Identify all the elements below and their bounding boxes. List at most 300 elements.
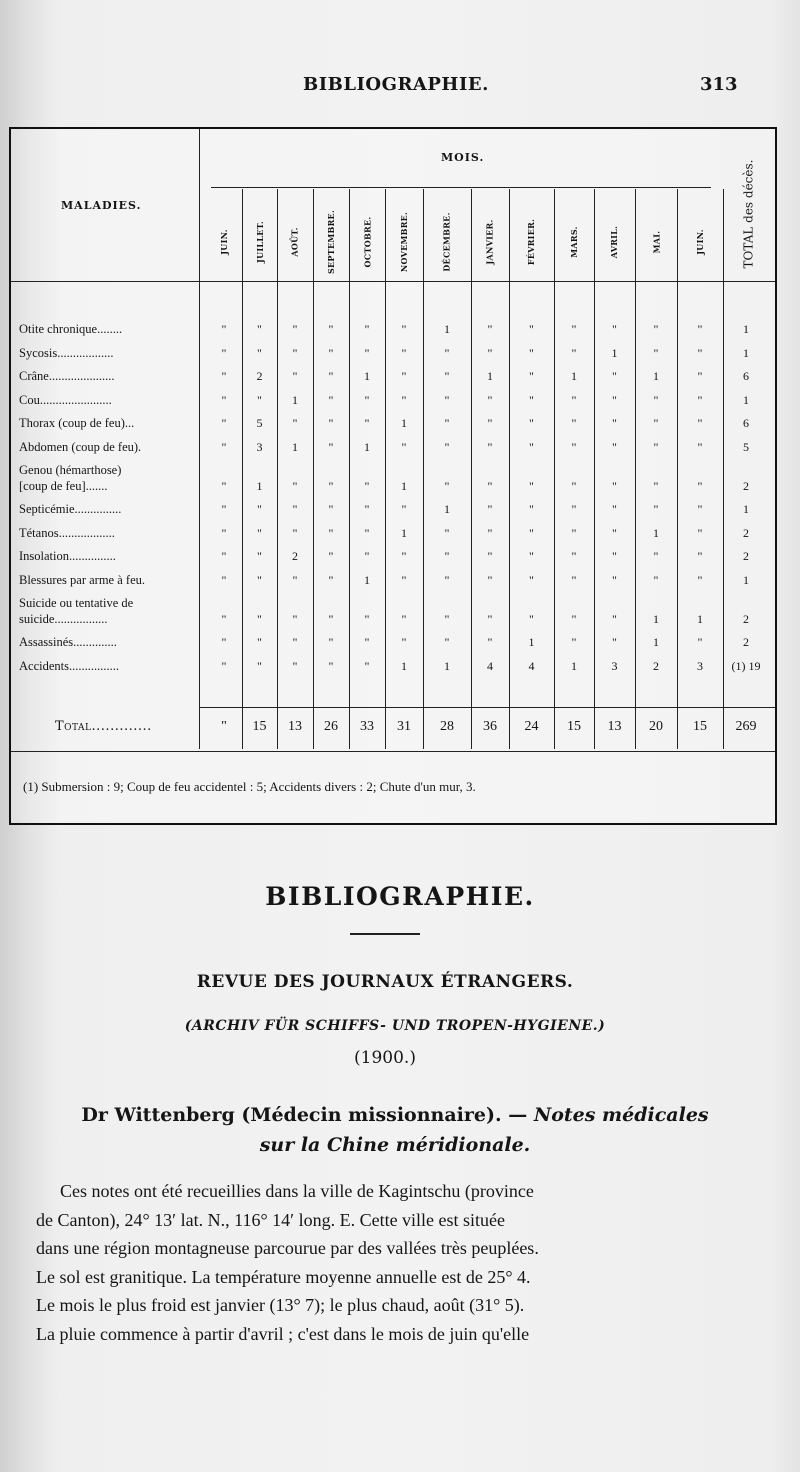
table-cell: 1 xyxy=(444,658,450,673)
body-line: Ces notes ont été recueillies dans la ville de Kagintschu (province xyxy=(60,1181,534,1201)
table-cell: 1 xyxy=(571,369,577,383)
table-cell: " xyxy=(364,392,370,407)
table-cell: 1 xyxy=(653,369,659,383)
row-total: 6 xyxy=(743,369,749,383)
table-cell: " xyxy=(529,416,534,430)
month-header xyxy=(475,207,505,277)
row-label-text: Sycosis.................. xyxy=(19,345,114,360)
row-total: 1 xyxy=(743,572,749,587)
table-cell: " xyxy=(487,322,493,336)
body-line: de Canton), 24° 13′ lat. N., 116° 14′ long. E. Cette ville est située xyxy=(36,1209,506,1230)
table-cell: " xyxy=(364,345,370,360)
section-rule xyxy=(350,933,420,935)
table-cell: " xyxy=(697,322,703,336)
month-header xyxy=(600,207,630,277)
table-cell: 1 xyxy=(364,572,370,587)
table-cell: " xyxy=(529,479,534,493)
table-cell: " xyxy=(487,612,493,626)
table-cell: " xyxy=(444,549,450,563)
table-cell: " xyxy=(221,345,227,360)
table-cell: " xyxy=(487,345,493,360)
table-cell: " xyxy=(529,612,534,626)
row-label-text: Blessures par arme à feu. xyxy=(19,572,145,587)
row-total: 2 xyxy=(743,479,749,493)
table-cell: " xyxy=(221,635,227,649)
table-cell: " xyxy=(697,525,703,540)
table-cell: 2 xyxy=(256,369,263,383)
table-cell: " xyxy=(221,572,227,587)
table-cell: " xyxy=(292,658,298,673)
total-cell: 26 xyxy=(324,719,338,734)
table-cell: " xyxy=(257,549,262,563)
row-label-text: Thorax (coup de feu)... xyxy=(19,416,135,430)
table-cell: " xyxy=(612,439,617,454)
total-cell: 36 xyxy=(483,719,497,734)
table-cell: 1 xyxy=(653,525,659,540)
month-header-label: JUIN. xyxy=(695,229,705,255)
table-cell: " xyxy=(221,416,227,430)
table-cell: " xyxy=(571,479,577,493)
month-column-divider xyxy=(423,189,424,749)
table-cell: " xyxy=(612,392,617,407)
table-cell: " xyxy=(612,322,617,336)
table-cell: " xyxy=(612,549,617,563)
row-total: 1 xyxy=(743,392,749,407)
table-cell: 2 xyxy=(292,549,298,563)
table-cell: " xyxy=(257,502,262,516)
total-cell: 20 xyxy=(649,719,663,734)
table-cell: " xyxy=(401,392,407,407)
table-cell: " xyxy=(364,525,370,540)
table-cell: " xyxy=(257,392,262,407)
table-cell: 1 xyxy=(653,612,659,626)
table-cell: " xyxy=(257,345,262,360)
table-cell: " xyxy=(529,392,534,407)
table-cell: " xyxy=(257,322,262,336)
article-title xyxy=(0,1100,790,1160)
table-cell: " xyxy=(221,612,227,626)
table-cell: 4 xyxy=(487,658,493,673)
table-cell: " xyxy=(612,369,617,383)
table-cell: " xyxy=(529,439,534,454)
table-cell: " xyxy=(571,392,577,407)
month-header-label: FÉVRIER. xyxy=(526,218,537,266)
table-cell: " xyxy=(328,392,334,407)
table-cell: " xyxy=(401,635,407,649)
table-cell: " xyxy=(257,525,262,540)
table-cell: " xyxy=(444,345,450,360)
table-cell: 1 xyxy=(571,658,577,673)
table-cell: " xyxy=(697,392,703,407)
table-cell: " xyxy=(529,345,534,360)
month-header xyxy=(316,207,346,277)
table-cell: " xyxy=(292,369,298,383)
row-total: 2 xyxy=(743,635,749,649)
table-cell: " xyxy=(401,549,407,563)
section-title: BIBLIOGRAPHIE. xyxy=(265,882,535,911)
table-cell: " xyxy=(529,322,534,336)
table-cell: 1 xyxy=(364,369,370,383)
row-total: 2 xyxy=(743,549,749,563)
month-column-divider xyxy=(509,189,510,749)
table-cell: " xyxy=(292,345,298,360)
page-number: 313 xyxy=(700,74,738,95)
month-header-label: JANVIER. xyxy=(485,219,495,265)
journal-year: (1900.) xyxy=(354,1048,416,1068)
table-cell: " xyxy=(571,502,577,516)
table-cell: " xyxy=(444,392,450,407)
table-cell: " xyxy=(487,439,493,454)
table-cell: " xyxy=(328,416,334,430)
table-cell: 1 xyxy=(292,392,298,407)
row-label-text: Accidents................ xyxy=(19,658,119,673)
table-cell: " xyxy=(697,345,703,360)
month-header-label: JUIN. xyxy=(219,229,229,255)
total-row-label: Total............. xyxy=(55,719,152,734)
table-cell: " xyxy=(653,392,659,407)
table-cell: " xyxy=(328,439,334,454)
table-cell: " xyxy=(328,635,334,649)
row-label xyxy=(19,462,205,494)
month-column-divider xyxy=(554,189,555,749)
row-total: 6 xyxy=(743,416,749,430)
table-cell: " xyxy=(653,572,659,587)
table-cell: " xyxy=(328,525,334,540)
month-column-divider xyxy=(594,189,595,749)
running-head-title: BIBLIOGRAPHIE. xyxy=(303,74,489,95)
table-cell: " xyxy=(612,416,617,430)
table-cell: " xyxy=(487,479,493,493)
running-head xyxy=(0,74,800,104)
row-label xyxy=(19,439,205,455)
month-header-label: SEPTEMBRE. xyxy=(326,209,336,275)
month-header xyxy=(559,207,589,277)
article-title-line1: Notes médicales xyxy=(533,1104,709,1126)
table-cell: " xyxy=(401,572,407,587)
revue-title: REVUE DES JOURNAUX ÉTRANGERS. xyxy=(196,972,574,992)
table-cell: " xyxy=(697,502,703,516)
total-cell: 13 xyxy=(288,719,302,734)
row-label xyxy=(19,634,205,650)
month-column-divider xyxy=(471,189,472,749)
table-cell: " xyxy=(221,549,227,563)
table-cell: " xyxy=(401,502,407,516)
row-total: 1 xyxy=(743,322,749,336)
table-cell: " xyxy=(221,322,227,336)
table-cell: " xyxy=(221,479,227,493)
month-column-divider xyxy=(385,189,386,749)
month-header-label: AVRIL. xyxy=(609,225,620,259)
table-cell: " xyxy=(444,416,450,430)
table-cell: " xyxy=(328,345,334,360)
mois-header: MOIS. xyxy=(441,151,485,164)
body-line: dans une région montagneuse parcourue par des vallées très peuplées. xyxy=(36,1238,539,1258)
table-cell: " xyxy=(328,502,334,516)
table-cell: " xyxy=(444,635,450,649)
table-cell: " xyxy=(653,345,659,360)
table-cell: " xyxy=(697,549,703,563)
row-label xyxy=(19,595,205,627)
table-cell: " xyxy=(328,479,334,493)
table-cell: " xyxy=(571,525,577,540)
row-label-text: Suicide ou tentative de xyxy=(19,596,134,610)
row-label xyxy=(19,501,205,517)
table-cell: " xyxy=(292,479,298,493)
table-cell: " xyxy=(653,479,659,493)
table-cell: " xyxy=(292,322,298,336)
row-label-text: Insolation............... xyxy=(19,549,116,563)
table-cell: " xyxy=(257,635,262,649)
table-cell: 1 xyxy=(256,479,263,493)
row-label xyxy=(19,415,205,431)
total-cell: " xyxy=(221,719,227,734)
total-cell: 28 xyxy=(440,719,454,734)
article-author: Dr Wittenberg (Médecin missionnaire). — xyxy=(81,1104,534,1126)
table-cell: " xyxy=(401,612,407,626)
table-cell: " xyxy=(221,392,227,407)
month-header xyxy=(280,207,310,277)
table-cell: " xyxy=(612,635,617,649)
table-cell: " xyxy=(653,549,659,563)
table-cell: 3 xyxy=(611,658,618,673)
mortality-table xyxy=(9,127,777,825)
table-cell: " xyxy=(444,525,450,540)
total-cell: 24 xyxy=(524,719,539,734)
body-line: Le sol est granitique. La température moyenne annuelle est de 25° 4. xyxy=(36,1266,531,1287)
table-cell: " xyxy=(401,322,407,336)
table-cell: " xyxy=(487,549,493,563)
table-cell: " xyxy=(364,479,370,493)
table-cell: 5 xyxy=(256,416,263,430)
row-total: 1 xyxy=(743,345,749,360)
table-cell: 1 xyxy=(444,502,450,516)
table-cell: " xyxy=(529,572,534,587)
month-header xyxy=(245,207,275,277)
table-cell: " xyxy=(487,392,493,407)
body-line: La pluie commence à partir d'avril ; c'est dans le mois de juin qu'elle xyxy=(36,1323,530,1344)
table-cell: " xyxy=(487,416,493,430)
table-cell: " xyxy=(328,322,334,336)
table-cell: " xyxy=(612,525,617,540)
table-cell: 1 xyxy=(401,658,407,673)
row-total: 2 xyxy=(743,525,749,540)
table-cell: 1 xyxy=(697,612,703,626)
row-label-text: Crâne..................... xyxy=(19,369,115,383)
month-header-label: AOÛT. xyxy=(289,227,300,257)
table-cell: " xyxy=(292,502,298,516)
maladies-header: MALADIES. xyxy=(61,199,142,212)
table-cell: " xyxy=(529,502,534,516)
table-cell: " xyxy=(401,369,407,383)
body-line: Le mois le plus froid est janvier (13° 7); le plus chaud, août (31° 5). xyxy=(36,1295,525,1315)
month-header xyxy=(517,207,547,277)
table-cell: " xyxy=(328,369,334,383)
row-label-text: Tétanos.................. xyxy=(19,525,115,540)
total-rule xyxy=(199,707,775,708)
table-cell: " xyxy=(571,549,577,563)
table-cell: " xyxy=(221,525,227,540)
table-footnote: (1) Submersion : 9; Coup de feu accidentel : 5; Accidents divers : 2; Chute d'un mur, 3. xyxy=(23,779,476,794)
table-cell: " xyxy=(328,658,334,673)
row-total: 2 xyxy=(743,612,749,626)
row-label xyxy=(19,572,205,588)
table-cell: " xyxy=(487,635,493,649)
table-cell: " xyxy=(571,439,577,454)
row-total: (1) 19 xyxy=(731,658,761,673)
footer-rule xyxy=(11,751,775,752)
table-cell: " xyxy=(328,612,334,626)
table-cell: 3 xyxy=(697,658,703,673)
total-cell: 13 xyxy=(607,719,622,734)
table-cell: " xyxy=(444,612,450,626)
table-cell: " xyxy=(221,439,227,454)
row-label-text: Assassinés.............. xyxy=(19,635,117,649)
row-label xyxy=(19,392,205,408)
total-cell: 15 xyxy=(693,719,707,734)
month-header-label: MAI. xyxy=(650,230,661,254)
table-cell: " xyxy=(292,525,298,540)
table-cell: " xyxy=(221,369,227,383)
row-label xyxy=(19,321,205,337)
month-header xyxy=(209,207,239,277)
table-cell: " xyxy=(697,572,703,587)
row-label-text-cont: suicide................. xyxy=(19,612,108,626)
table-cell: " xyxy=(364,502,370,516)
table-cell: " xyxy=(487,502,493,516)
table-cell: " xyxy=(221,502,227,516)
header-rule xyxy=(11,281,775,282)
table-cell: 1 xyxy=(444,322,450,336)
table-cell: " xyxy=(257,612,262,626)
table-cell: " xyxy=(257,658,262,673)
table-cell: " xyxy=(653,322,659,336)
table-cell: " xyxy=(221,658,227,673)
mois-rule xyxy=(211,187,711,188)
table-cell: " xyxy=(292,416,298,430)
month-header-label: OCTOBRE. xyxy=(362,216,373,268)
table-cell: 1 xyxy=(611,345,618,360)
month-header-label: DÉCEMBRE. xyxy=(442,212,453,272)
table-cell: " xyxy=(328,549,334,563)
table-cell: " xyxy=(257,572,262,587)
month-header xyxy=(641,207,671,277)
table-cell: " xyxy=(529,369,534,383)
table-cell: " xyxy=(697,369,703,383)
month-header xyxy=(389,207,419,277)
table-cell: 2 xyxy=(653,658,659,673)
total-cell: 33 xyxy=(360,719,374,734)
table-cell: " xyxy=(697,479,703,493)
table-cell: " xyxy=(364,635,370,649)
table-cell: " xyxy=(364,322,370,336)
total-cell: 31 xyxy=(397,719,411,734)
table-cell: " xyxy=(612,479,617,493)
table-cell: " xyxy=(444,572,450,587)
grand-total: 269 xyxy=(735,719,757,734)
row-total: 5 xyxy=(743,439,749,454)
table-cell: " xyxy=(364,549,370,563)
table-cell: " xyxy=(444,479,450,493)
table-cell: " xyxy=(292,572,298,587)
total-cell: 15 xyxy=(252,719,267,734)
row-label xyxy=(19,548,205,564)
table-cell: " xyxy=(292,635,298,649)
table-cell: 1 xyxy=(653,635,659,649)
table-cell: " xyxy=(653,502,659,516)
month-header xyxy=(432,207,462,277)
month-header-label: MARS. xyxy=(569,226,579,258)
row-label xyxy=(19,345,205,361)
table-cell: " xyxy=(571,416,577,430)
table-cell: " xyxy=(571,345,577,360)
month-header-label: NOVEMBRE. xyxy=(399,211,410,273)
table-cell: " xyxy=(697,416,703,430)
table-cell: " xyxy=(571,322,577,336)
table-cell: " xyxy=(653,416,659,430)
table-cell: 1 xyxy=(364,439,370,454)
article-title-line2: sur la Chine méridionale. xyxy=(259,1134,531,1156)
table-cell: " xyxy=(292,612,298,626)
month-header xyxy=(685,207,715,277)
table-cell: " xyxy=(401,345,407,360)
table-cell: " xyxy=(612,502,617,516)
table-cell: 1 xyxy=(401,416,407,430)
table-cell: " xyxy=(328,572,334,587)
table-cell: " xyxy=(529,549,534,563)
table-cell: " xyxy=(444,369,450,383)
table-cell: " xyxy=(529,525,534,540)
table-cell: " xyxy=(653,439,659,454)
month-header-label: JUILLET. xyxy=(254,221,265,263)
row-label xyxy=(19,658,205,674)
article-body xyxy=(36,1177,750,1348)
table-cell: " xyxy=(487,572,493,587)
month-header xyxy=(352,207,382,277)
row-label-text: Genou (hémarthose) xyxy=(19,463,122,477)
table-cell: 1 xyxy=(401,525,407,540)
total-header: TOTAL des décès. xyxy=(741,159,756,269)
table-cell: " xyxy=(612,572,617,587)
total-cell: 15 xyxy=(567,719,581,734)
month-column-divider xyxy=(635,189,636,749)
row-total: 1 xyxy=(743,502,749,516)
table-cell: 1 xyxy=(487,369,493,383)
table-cell: " xyxy=(571,612,577,626)
table-cell: " xyxy=(487,525,493,540)
table-cell: " xyxy=(571,572,577,587)
table-cell: 4 xyxy=(528,658,535,673)
table-cell: " xyxy=(444,439,450,454)
row-label-text-cont: [coup de feu]....... xyxy=(19,479,108,493)
table-cell: " xyxy=(697,635,703,649)
table-cell: 1 xyxy=(401,479,407,493)
table-cell: 1 xyxy=(528,635,535,649)
table-cell: " xyxy=(364,658,370,673)
row-label-text: Cou....................... xyxy=(19,392,112,407)
table-cell: " xyxy=(364,612,370,626)
row-label xyxy=(19,525,205,541)
table-cell: " xyxy=(612,612,617,626)
row-label-text: Septicémie............... xyxy=(19,502,122,516)
month-column-divider xyxy=(677,189,678,749)
table-cell: " xyxy=(364,416,370,430)
row-label xyxy=(19,368,205,384)
journal-name: (ARCHIV FÜR SCHIFFS- UND TROPEN-HYGIENE.) xyxy=(184,1018,606,1034)
table-cell: 3 xyxy=(256,439,263,454)
table-cell: " xyxy=(571,635,577,649)
row-label-text: Abdomen (coup de feu). xyxy=(19,439,142,454)
table-cell: " xyxy=(401,439,407,454)
